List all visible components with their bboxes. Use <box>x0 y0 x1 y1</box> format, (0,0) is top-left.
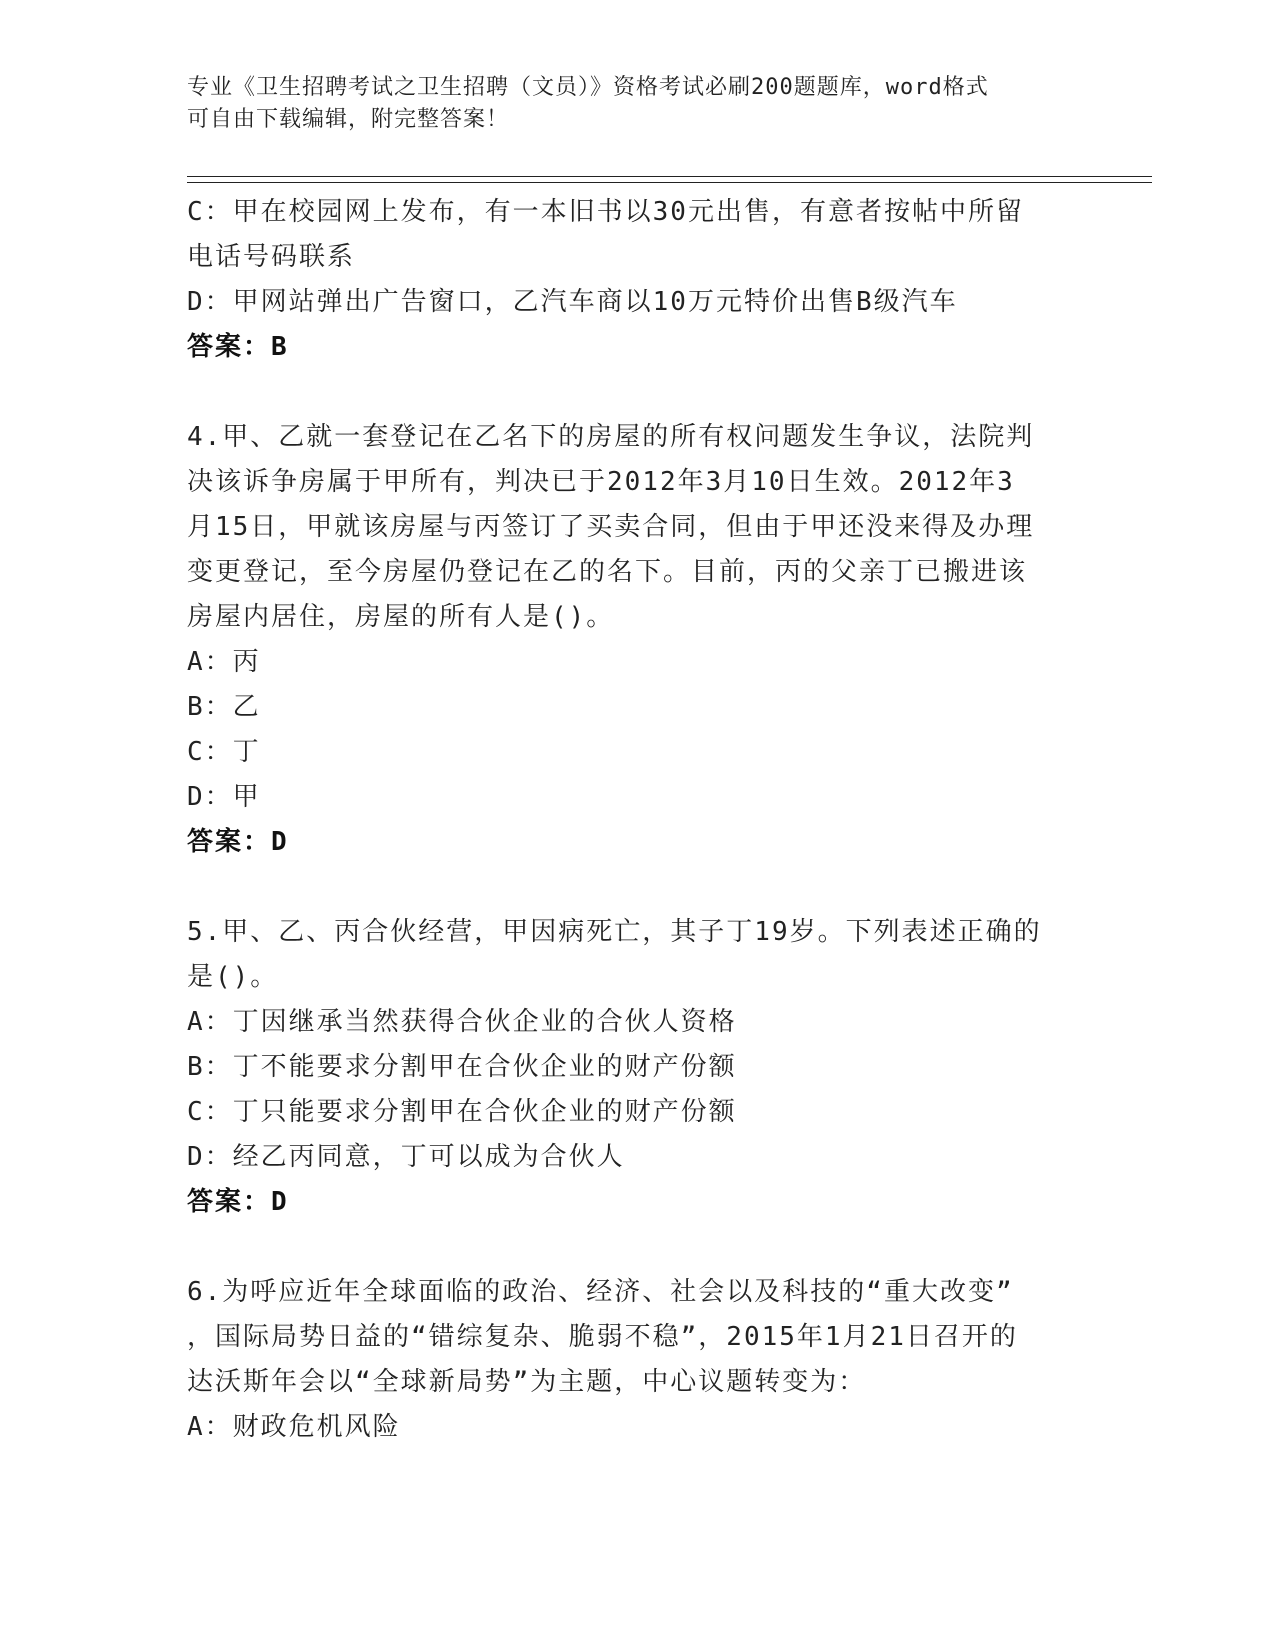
question-stem-line: 达沃斯年会以“全球新局势”为主题，中心议题转变为： <box>187 1367 867 1397</box>
question-stem-line: 月15日，甲就该房屋与丙签订了买卖合同，但由于甲还没来得及办理 <box>187 512 1035 542</box>
option-a: A：丁因继承当然获得合伙企业的合伙人资格 <box>187 1007 737 1037</box>
question-4 <box>187 415 1087 865</box>
spacer <box>187 865 1087 910</box>
question-stem-line: 变更登记，至今房屋仍登记在乙的名下。目前，丙的父亲丁已搬进该 <box>187 557 1028 587</box>
answer-label: 答案：D <box>187 827 289 857</box>
question-stem-line: 是()。 <box>187 962 279 992</box>
answer-label: 答案：D <box>187 1187 289 1217</box>
question-stem-line: 决该诉争房属于甲所有，判决已于2012年3月10日生效。2012年3 <box>187 467 1015 497</box>
option-d: D：经乙丙同意，丁可以成为合伙人 <box>187 1142 625 1172</box>
option-c-continued: 电话号码联系 <box>187 242 356 272</box>
option-b: B：丁不能要求分割甲在合伙企业的财产份额 <box>187 1052 737 1082</box>
header-divider-top <box>187 176 1152 177</box>
spacer <box>187 1225 1087 1270</box>
question-stem-line: 4.甲、乙就一套登记在乙名下的房屋的所有权问题发生争议，法院判 <box>187 422 1035 452</box>
page-header <box>187 72 1067 136</box>
option-c: C：丁 <box>187 737 261 767</box>
option-c: C：甲在校园网上发布，有一本旧书以30元出售，有意者按帖中所留 <box>187 197 1024 227</box>
question-stem-line: 房屋内居住，房屋的所有人是()。 <box>187 602 615 632</box>
question-stem-line: ，国际局势日益的“错综复杂、脆弱不稳”，2015年1月21日召开的 <box>187 1322 1018 1352</box>
question-5 <box>187 910 1087 1225</box>
header-title-line-2: 可自由下载编辑，附完整答案！ <box>187 107 510 132</box>
question-stem-line: 6.为呼应近年全球面临的政治、经济、社会以及科技的“重大改变” <box>187 1277 1014 1307</box>
header-title-line-1: 专业《卫生招聘考试之卫生招聘（文员）》资格考试必刷200题题库，word格式 <box>187 75 989 100</box>
option-a: A：财政危机风险 <box>187 1412 401 1442</box>
option-d: D：甲网站弹出广告窗口，乙汽车商以10万元特价出售B级汽车 <box>187 287 958 317</box>
question-content <box>187 190 1087 1450</box>
option-d: D：甲 <box>187 782 261 812</box>
option-c: C：丁只能要求分割甲在合伙企业的财产份额 <box>187 1097 737 1127</box>
option-a: A：丙 <box>187 647 261 677</box>
answer-label: 答案：B <box>187 332 289 362</box>
question-6 <box>187 1270 1087 1450</box>
option-b: B：乙 <box>187 692 261 722</box>
spacer <box>187 370 1087 415</box>
question-3-continued <box>187 190 1087 370</box>
question-stem-line: 5.甲、乙、丙合伙经营，甲因病死亡，其子丁19岁。下列表述正确的 <box>187 917 1042 947</box>
header-divider-bottom <box>187 182 1152 183</box>
